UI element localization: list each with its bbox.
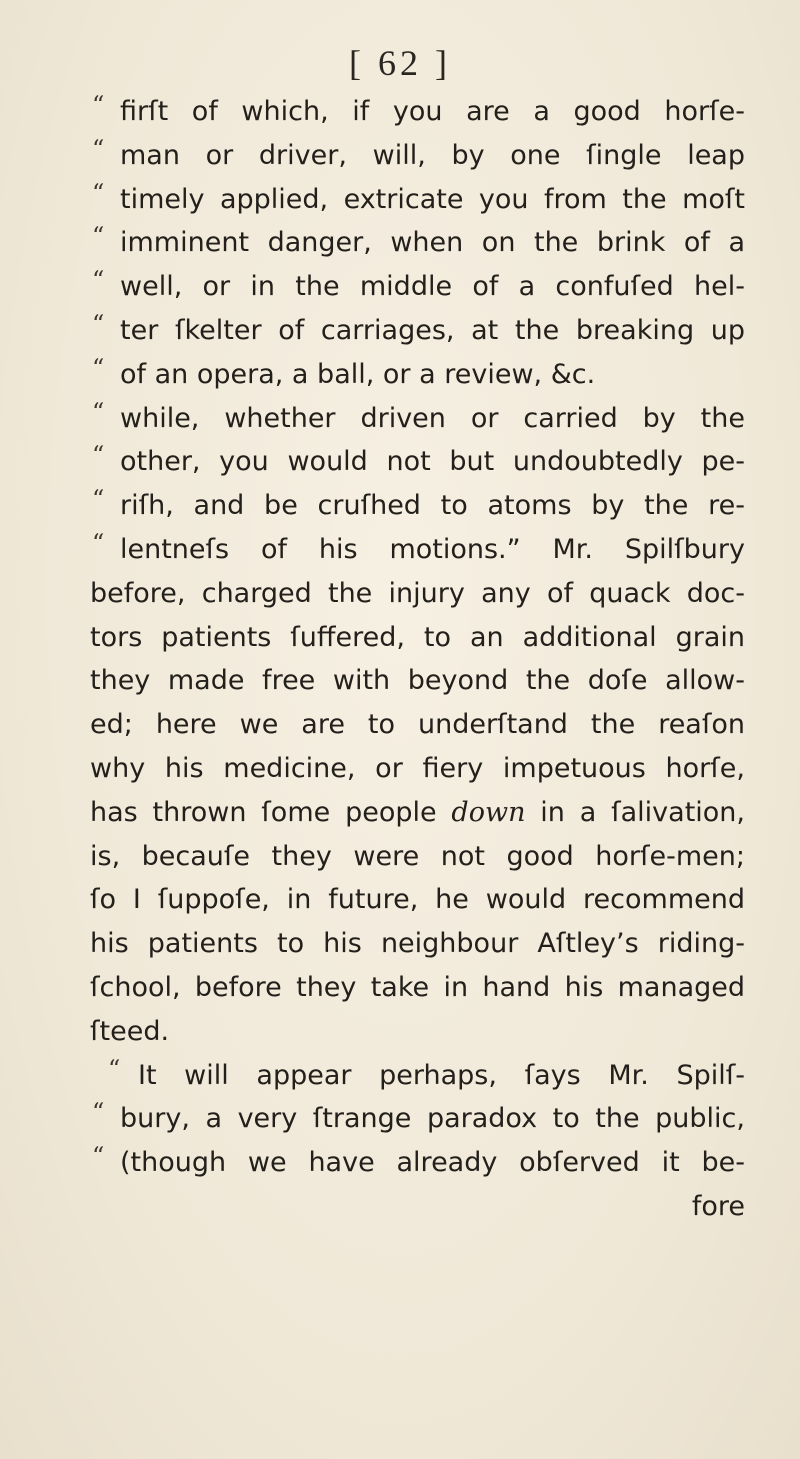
text-line: ed; here we are to underſtand the reaſon [90, 709, 745, 741]
text-line: is, becauſe they were not good horſe-men; [90, 840, 745, 872]
text-line: “ timely applied, extricate you from the moſt [90, 178, 745, 222]
text-line: ſo I ſuppoſe, in future, he would recommend [90, 884, 745, 916]
text-line: “ of an opera, a ball, or a review, &c. [90, 353, 745, 397]
text-line: “ well, or in the middle of a confuſed hel- [90, 265, 745, 309]
text-line: “ firſt of which, if you are a good horſe- [90, 90, 745, 134]
catchword: fore [691, 1190, 745, 1222]
text-line: why his medicine, or fiery impetuous horſe, [90, 752, 745, 784]
text-line: “ ter ſkelter of carriages, at the breaking up [90, 309, 745, 353]
text-line: ſteed. [90, 1015, 170, 1047]
text-line: “ while, whether driven or carried by the [90, 397, 745, 441]
body-text [90, 90, 745, 1229]
text-line: “ riſh, and be cruſhed to atoms by the re- [90, 484, 745, 528]
text-line: “ (though we have already obſerved it be- [90, 1141, 745, 1185]
page-number: [ 62 ] [349, 43, 451, 83]
text-line: “ other, you would not but undoubtedly pe- [90, 440, 745, 484]
text-line: “ man or driver, will, by one ſingle leap [90, 134, 745, 178]
text-line: “ lentneſs of his motions.” Mr. Spilſbury [90, 528, 745, 572]
text-line: “ imminent danger, when on the brink of a [90, 221, 745, 265]
text-line: has thrown ſome people down in a ſalivation, [90, 796, 745, 828]
text-line: before, charged the injury any of quack doc- [90, 577, 745, 609]
text-line: tors patients ſuffered, to an additional grain [90, 621, 745, 653]
text-line: his patients to his neighbour Aſtley’s riding- [90, 928, 745, 960]
text-line: ſchool, before they take in hand his managed [90, 971, 745, 1003]
text-line: “ bury, a very ſtrange paradox to the public, [90, 1097, 745, 1141]
text-line: they made free with beyond the doſe allow- [90, 665, 745, 697]
text-line: “ It will appear perhaps, ſays Mr. Spilſ- [90, 1054, 745, 1098]
